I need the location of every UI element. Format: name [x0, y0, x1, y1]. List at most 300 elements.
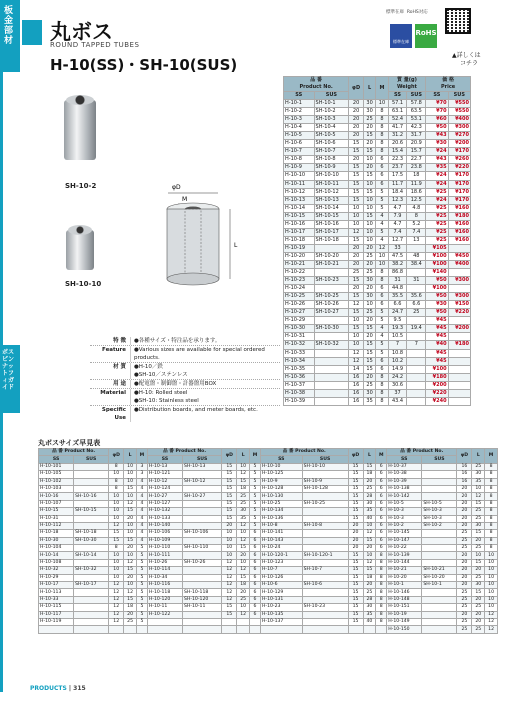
category-label: 板金部材 [4, 6, 14, 46]
value-cell: 15 [349, 309, 364, 317]
product-no-cell: H-10-31 [284, 333, 315, 341]
value-cell: 22.3 [388, 156, 407, 164]
value-cell: 15 [349, 140, 364, 148]
price-cell: ¥24 [426, 148, 448, 156]
price-cell: ¥60 [426, 116, 448, 124]
quick-value-cell: 5 [136, 552, 147, 559]
quick-value-cell: 6 [250, 530, 261, 537]
value-cell: 4 [376, 333, 388, 341]
value-cell: 25 [363, 309, 375, 317]
product-no-cell: SH-10-6 [314, 140, 349, 148]
price-cell: ¥160 [448, 228, 470, 236]
quick-product-cell: H-10-146 [387, 589, 422, 596]
quick-product-cell: H-10-39 [387, 478, 422, 485]
quick-product-cell: SH-10-10 [302, 463, 348, 470]
quick-product-cell [182, 582, 221, 589]
quick-value-cell: 8 [485, 478, 498, 485]
price-cell: ¥220 [426, 389, 448, 397]
value-cell [407, 317, 426, 325]
quick-l-header: L [472, 449, 485, 464]
price-cell: ¥50 [426, 124, 448, 132]
product-no-header: 品 番 Product No. [284, 77, 349, 92]
price-cell: ¥200 [448, 140, 470, 148]
value-cell [407, 373, 426, 381]
quick-sus-header: SUS [422, 456, 457, 463]
quick-value-cell: 15 [348, 567, 363, 574]
quick-value-cell [109, 626, 124, 633]
product-no-cell: H-10-16 [284, 220, 315, 228]
quick-m-header: M [136, 449, 147, 464]
weight-sus-header: SUS [407, 92, 426, 100]
quick-value-cell: 6 [376, 530, 387, 537]
badge-labels [386, 9, 446, 15]
product-no-cell: H-10-39 [284, 397, 315, 405]
quick-table-row [39, 463, 498, 470]
spec-row: 特 徴 ●各種サイズ・特注品を承ります。 [90, 337, 280, 345]
product-no-cell [314, 397, 349, 405]
quick-product-cell: H-10-141 [260, 530, 302, 537]
value-cell: 30 [363, 389, 375, 397]
detail-line2: コチラ [460, 60, 479, 67]
product-no-cell: SH-10-4 [314, 124, 349, 132]
value-cell: 25 [363, 116, 375, 124]
quick-value-cell: 25 [124, 618, 137, 625]
quick-product-cell: SH-10-27 [182, 493, 221, 500]
phi-d-label: φD [172, 184, 181, 191]
quick-product-cell: H-10-2 [387, 522, 422, 529]
value-cell: 35.5 [388, 293, 407, 301]
product-no-cell: H-10-13 [284, 196, 315, 204]
product-no-cell: H-10-3 [284, 116, 315, 124]
value-cell: 8 [376, 269, 388, 277]
value-cell: 4.8 [407, 204, 426, 212]
quick-product-cell: SH-10-3 [422, 508, 457, 515]
quick-product-cell: SH-10-9 [302, 478, 348, 485]
quick-product-cell [74, 522, 109, 529]
quick-value-cell: 8 [376, 611, 387, 618]
quick-value-cell: 15 [348, 493, 363, 500]
product-no-cell: SH-10-3 [314, 116, 349, 124]
quick-value-cell: 20 [457, 582, 472, 589]
value-cell: 20 [363, 260, 375, 268]
value-cell [407, 333, 426, 341]
quick-value-cell: 20 [237, 589, 250, 596]
value-cell: 15 [349, 172, 364, 180]
quick-product-cell [182, 522, 221, 529]
quick-product-cell [74, 545, 109, 552]
qr-code-icon[interactable] [445, 8, 471, 34]
quick-product-cell: H-10-21 [387, 567, 422, 574]
quick-value-cell: 8 [376, 618, 387, 625]
price-ss-header: SS [426, 92, 448, 100]
quick-product-cell [182, 626, 221, 633]
quick-value-cell: 8 [376, 589, 387, 596]
price-cell [448, 397, 470, 405]
quick-value-cell: 16 [457, 463, 472, 470]
quick-value-cell: 10 [124, 582, 137, 589]
quick-value-cell: 8 [109, 545, 124, 552]
quick-product-cell: H-10-108 [39, 559, 74, 566]
product-no-cell: SH-10-8 [314, 156, 349, 164]
value-cell: 10 [376, 260, 388, 268]
quick-value-cell: 18 [237, 582, 250, 589]
price-table-row [284, 188, 471, 196]
page-footer: PRODUCTS | 315 [30, 685, 86, 692]
quick-value-cell: 6 [376, 463, 387, 470]
quick-product-cell: H-10-151 [387, 604, 422, 611]
quick-value-cell: 12 [124, 589, 137, 596]
quick-value-cell: 10 [237, 604, 250, 611]
stock-badge-icon: 標準在庫 [390, 24, 412, 48]
quick-value-cell: 30 [363, 500, 376, 507]
value-cell [407, 365, 426, 373]
quick-product-cell: SH-10-128 [302, 485, 348, 492]
value-cell [407, 381, 426, 389]
quick-value-cell: 15 [348, 604, 363, 611]
product-no-cell: H-10-26 [284, 301, 315, 309]
quick-m-header: M [250, 449, 261, 464]
quick-value-cell: 15 [472, 589, 485, 596]
quick-value-cell: 10 [124, 471, 137, 478]
price-table-row [284, 333, 471, 341]
quick-product-cell: H-10-110 [147, 545, 182, 552]
quick-product-cell: H-10-22 [387, 545, 422, 552]
value-cell: 8 [376, 108, 388, 116]
product-no-cell [314, 381, 349, 389]
value-cell: 20 [349, 260, 364, 268]
quick-product-cell [302, 589, 348, 596]
quick-value-cell: 6 [250, 596, 261, 603]
value-cell: 10 [363, 301, 375, 309]
quick-product-cell [182, 471, 221, 478]
spec-row: 材 質 ●H-10／鉄 [90, 362, 280, 371]
footer-label: PRODUCTS [30, 685, 67, 692]
price-table-row [284, 389, 471, 397]
price-cell: ¥40 [426, 341, 448, 349]
quick-ss-header: SS [39, 456, 74, 463]
quick-product-cell: H-10-3 [387, 515, 422, 522]
quick-product-cell [74, 604, 109, 611]
spec-row: ●SH-10: Stainless steel [90, 397, 280, 405]
quick-value-cell: 15 [222, 463, 237, 470]
quick-product-cell [422, 493, 457, 500]
quick-product-cell: H-10-30 [39, 537, 74, 544]
quick-product-cell [74, 478, 109, 485]
quick-product-cell: SH-10-15 [74, 508, 109, 515]
value-cell: 20 [349, 156, 364, 164]
price-table-row [284, 357, 471, 365]
value-cell: 23.8 [407, 164, 426, 172]
quick-value-cell: 4 [136, 522, 147, 529]
value-cell: 6 [376, 301, 388, 309]
value-cell: 30 [363, 100, 375, 108]
quick-value-cell: 20 [457, 567, 472, 574]
quick-value-cell: 6 [376, 500, 387, 507]
price-cell: ¥200 [426, 381, 448, 389]
value-cell: 20 [363, 373, 375, 381]
quick-value-cell: 15 [109, 530, 124, 537]
value-cell: 10.2 [388, 357, 407, 365]
quick-product-cell [302, 618, 348, 625]
quick-value-cell: 8 [376, 552, 387, 559]
value-cell: 5 [376, 349, 388, 357]
page-title: 丸ボス [50, 20, 113, 44]
value-cell: 8 [376, 116, 388, 124]
quick-value-cell: 10 [472, 485, 485, 492]
quick-value-cell: 15 [348, 515, 363, 522]
quick-product-cell [302, 471, 348, 478]
quick-value-cell: 10 [109, 567, 124, 574]
quick-d-header: φD [222, 449, 237, 464]
quick-product-cell: SH-10-6 [302, 582, 348, 589]
price-cell: ¥300 [448, 293, 470, 301]
quick-value-cell: 15 [237, 574, 250, 581]
quick-product-cell: H-10-29 [39, 574, 74, 581]
quick-value-cell: 15 [222, 493, 237, 500]
value-cell: 63.1 [388, 108, 407, 116]
value-cell: 25 [363, 269, 375, 277]
quick-value-cell: 35 [363, 611, 376, 618]
quick-product-cell: H-10-113 [39, 589, 74, 596]
price-cell [448, 381, 470, 389]
quick-value-cell: 15 [363, 567, 376, 574]
quick-value-cell [124, 626, 137, 633]
quick-product-cell: H-10-32 [39, 567, 74, 574]
product-no-cell: H-10-21 [284, 260, 315, 268]
quick-product-cell [182, 574, 221, 581]
price-table-row [284, 132, 471, 140]
quick-value-cell: 15 [124, 485, 137, 492]
quick-value-cell: 6 [376, 537, 387, 544]
quick-table-row [39, 478, 498, 485]
quick-product-cell [260, 626, 302, 633]
price-cell: ¥220 [448, 164, 470, 172]
quick-value-cell: 25 [363, 589, 376, 596]
value-cell: 4.7 [388, 220, 407, 228]
product-no-cell [314, 317, 349, 325]
quick-value-cell: 8 [109, 485, 124, 492]
value-cell: 24.7 [388, 309, 407, 317]
quick-value-cell: 15 [222, 485, 237, 492]
quick-product-cell [302, 508, 348, 515]
quick-value-cell: 25 [457, 618, 472, 625]
product-no-cell [314, 244, 349, 252]
price-cell: ¥25 [426, 212, 448, 220]
detail-link[interactable] [452, 52, 481, 68]
value-cell: 15 [349, 180, 364, 188]
price-table-row [284, 269, 471, 277]
quick-product-cell: H-10-18 [39, 530, 74, 537]
price-table-row [284, 172, 471, 180]
badge-left-label: 標準在庫 [386, 10, 404, 15]
price-cell: ¥25 [426, 188, 448, 196]
quick-value-cell: 5 [136, 545, 147, 552]
product-no-cell: SH-10-30 [314, 325, 349, 333]
price-cell: ¥25 [426, 236, 448, 244]
product-no-cell: H-10-19 [284, 244, 315, 252]
value-cell: 20 [349, 244, 364, 252]
quick-product-cell [422, 589, 457, 596]
price-cell: ¥170 [448, 188, 470, 196]
price-cell: ¥45 [426, 357, 448, 365]
value-cell [407, 349, 426, 357]
quick-product-cell [182, 552, 221, 559]
quick-product-cell [74, 500, 109, 507]
quick-value-cell: 15 [363, 537, 376, 544]
quick-value-cell: 40 [363, 515, 376, 522]
quick-value-cell: 12 [222, 559, 237, 566]
price-table-row [284, 116, 471, 124]
quick-value-cell: 20 [457, 522, 472, 529]
quick-value-cell: 10 [124, 478, 137, 485]
quick-value-cell: 15 [109, 537, 124, 544]
value-cell: 11.9 [407, 180, 426, 188]
quick-value-cell: 5 [250, 485, 261, 492]
quick-product-cell [422, 471, 457, 478]
quick-product-cell: H-10-9 [260, 478, 302, 485]
value-cell: 57.8 [407, 100, 426, 108]
value-cell: 5 [376, 317, 388, 325]
quick-value-cell: 12 [124, 500, 137, 507]
value-cell: 15 [363, 172, 375, 180]
quick-product-cell [182, 500, 221, 507]
value-cell: 10 [349, 212, 364, 220]
price-cell: ¥160 [448, 236, 470, 244]
product-no-cell: H-10-35 [284, 365, 315, 373]
dimension-drawing [148, 175, 258, 305]
value-cell: 12 [349, 301, 364, 309]
quick-value-cell: 6 [250, 574, 261, 581]
quick-product-cell [422, 485, 457, 492]
weight-header: 質 量(g) Weight [388, 77, 426, 92]
quick-value-cell: 4 [136, 515, 147, 522]
value-cell [407, 244, 426, 252]
quick-value-cell: 30 [472, 582, 485, 589]
quick-table-row [39, 522, 498, 529]
quick-value-cell: 12 [363, 559, 376, 566]
quick-product-cell [147, 626, 182, 633]
price-table-row [284, 349, 471, 357]
spec-row: ●SH-10／ステンレス [90, 371, 280, 379]
quick-value-cell: 10 [485, 567, 498, 574]
quick-value-cell: 6 [376, 478, 387, 485]
value-cell: 25 [363, 381, 375, 389]
quick-value-cell: 10 [124, 493, 137, 500]
quick-value-cell: 15 [363, 463, 376, 470]
quick-product-cell [182, 537, 221, 544]
value-cell: 10 [376, 252, 388, 260]
value-cell: 8 [376, 140, 388, 148]
quick-value-cell: 15 [348, 478, 363, 485]
value-cell: 17.5 [388, 172, 407, 180]
value-cell: 20 [349, 252, 364, 260]
quick-value-cell: 10 [237, 463, 250, 470]
value-cell: 25 [363, 252, 375, 260]
quick-value-cell: 15 [237, 478, 250, 485]
quick-value-cell: 15 [222, 471, 237, 478]
product-no-cell: H-10-7 [284, 148, 315, 156]
price-table-row [284, 228, 471, 236]
quick-table-row [39, 604, 498, 611]
value-cell: 30 [363, 277, 375, 285]
value-cell: 4 [376, 236, 388, 244]
quick-value-cell: 15 [348, 589, 363, 596]
quick-value-cell: 10 [485, 589, 498, 596]
value-cell: 15 [349, 236, 364, 244]
quick-value-cell: 6 [250, 545, 261, 552]
value-cell: 15 [363, 349, 375, 357]
quick-product-cell [74, 589, 109, 596]
page-number: 315 [73, 685, 86, 692]
value-cell: 33 [388, 244, 407, 252]
product-no-cell [314, 389, 349, 397]
quick-value-cell: 18 [363, 574, 376, 581]
quick-value-cell: 4 [136, 537, 147, 544]
quick-value-cell: 5 [250, 493, 261, 500]
value-cell: 86.8 [388, 269, 407, 277]
quick-product-cell: H-10-114 [147, 567, 182, 574]
quick-product-cell [422, 463, 457, 470]
quick-value-cell: 20 [472, 567, 485, 574]
quick-table-row [39, 537, 498, 544]
quick-product-cell: SH-10-18 [74, 530, 109, 537]
quick-product-cell: H-10-136 [260, 515, 302, 522]
price-cell: ¥30 [426, 301, 448, 309]
price-cell: ¥50 [426, 293, 448, 301]
product-no-cell: SH-10-23 [314, 277, 349, 285]
quick-value-cell: 5 [250, 508, 261, 515]
quick-value-cell: 10 [109, 515, 124, 522]
quick-value-cell: 10 [363, 552, 376, 559]
quick-value-cell: 10 [124, 530, 137, 537]
value-cell: 24.2 [388, 373, 407, 381]
quick-product-cell [422, 626, 457, 633]
value-cell: 25 [407, 309, 426, 317]
quick-product-cell [302, 515, 348, 522]
price-table-row [284, 341, 471, 349]
quick-value-cell: 25 [472, 574, 485, 581]
quick-ss-header: SS [147, 456, 182, 463]
quick-value-cell: 20 [124, 574, 137, 581]
quick-product-cell: SH-10-110 [182, 545, 221, 552]
product-no-cell: H-10-14 [284, 204, 315, 212]
quick-product-cell: SH-10-25 [302, 500, 348, 507]
value-cell: 20 [349, 132, 364, 140]
quick-value-cell: 12 [485, 618, 498, 625]
quick-product-cell: H-10-147 [387, 537, 422, 544]
value-cell: 12 [349, 357, 364, 365]
quick-sus-header: SUS [182, 456, 221, 463]
quick-product-cell: H-10-7 [260, 567, 302, 574]
quick-value-cell: 5 [136, 596, 147, 603]
value-cell: 20 [349, 100, 364, 108]
quick-product-cell: H-10-24 [260, 545, 302, 552]
quick-product-cell: H-10-127 [147, 500, 182, 507]
quick-product-cell: H-10-25 [260, 500, 302, 507]
quick-value-cell: 8 [485, 463, 498, 470]
quick-product-header: 品 番 Product No. [39, 449, 109, 456]
product-no-cell: H-10-38 [284, 389, 315, 397]
price-cell: ¥105 [426, 244, 448, 252]
product-no-cell: SH-10-17 [314, 228, 349, 236]
quick-product-cell: SH-10-7 [302, 567, 348, 574]
value-cell: 14 [349, 365, 364, 373]
quick-value-cell: 8 [376, 582, 387, 589]
quick-product-cell: H-10-107 [39, 500, 74, 507]
quick-value-cell: 8 [485, 522, 498, 529]
value-cell: 12 [376, 244, 388, 252]
price-table-row [284, 124, 471, 132]
